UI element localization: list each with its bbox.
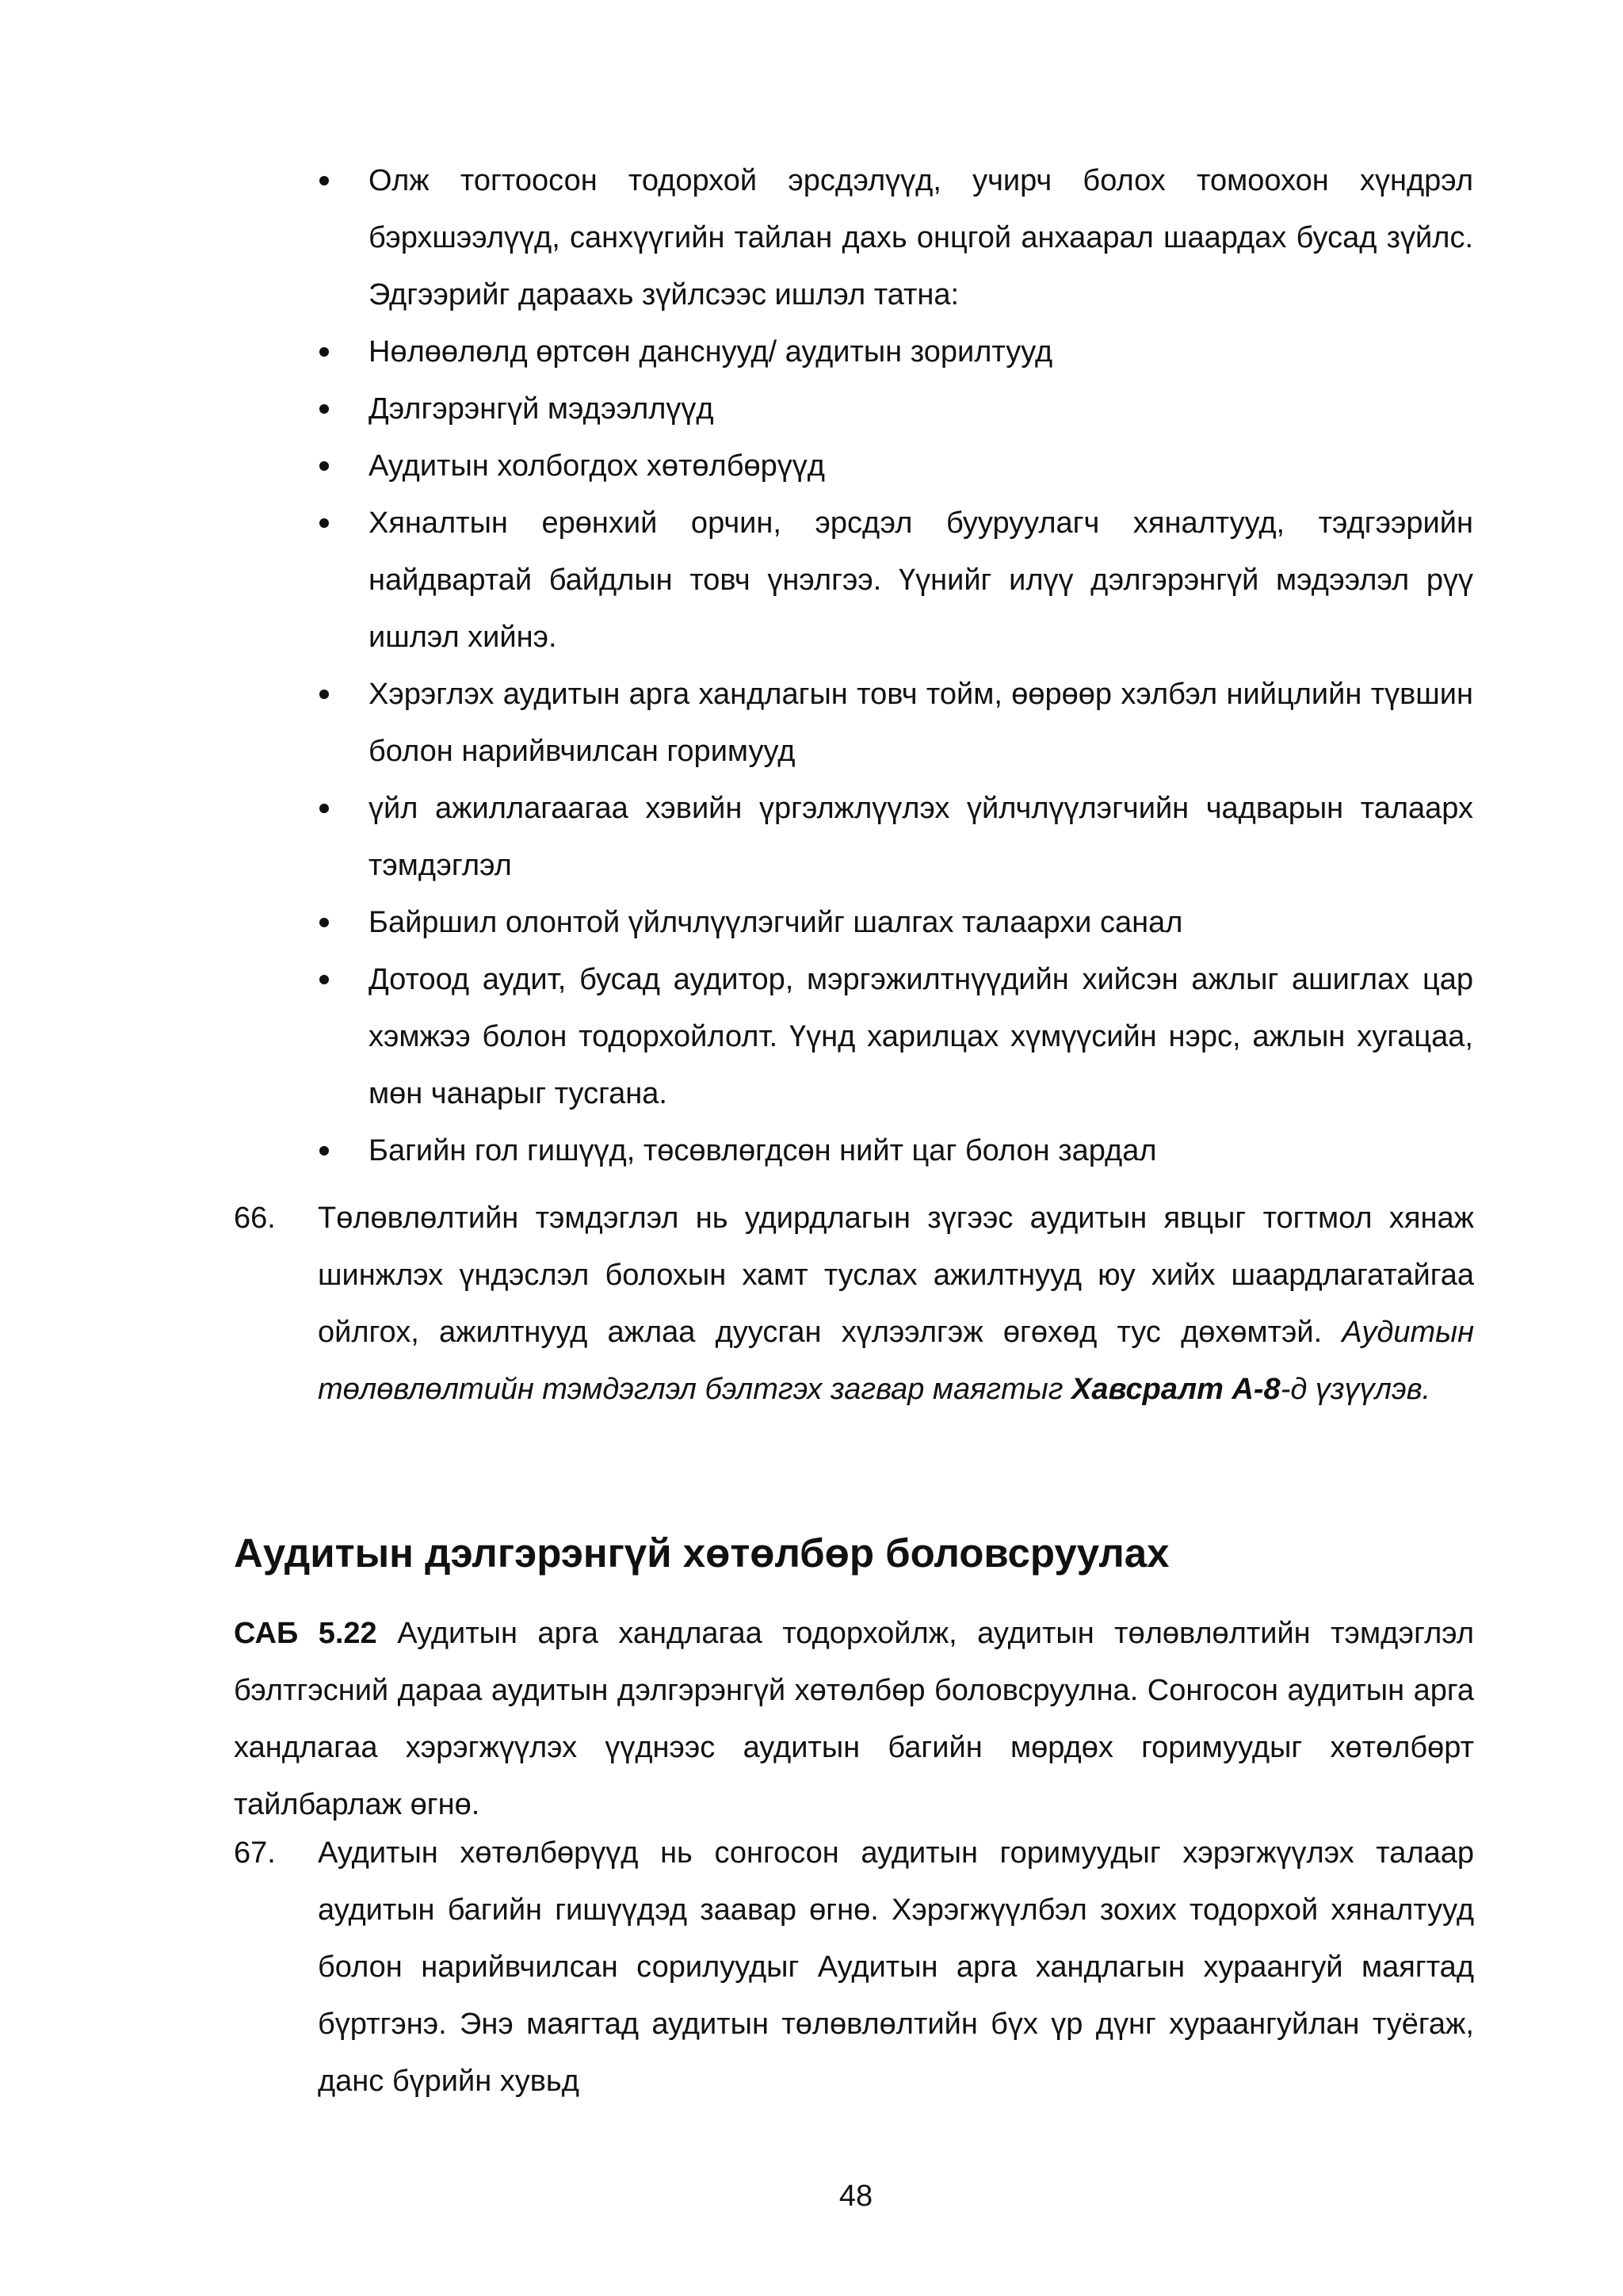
page-number: 48 [838,2179,873,2213]
bullet-icon [319,404,329,414]
bullet-icon [319,918,329,927]
bullet-icon [319,347,329,357]
list-item-text: Хэрэглэх аудитын арга хандлагын товч тойм, өөрөөр хэлбэл нийцлийн түвшин болон нарийвчилсан горимууд [369,678,1473,768]
list-item [319,437,1473,495]
paragraph-number: 67. [234,1836,276,1870]
list-item-text: Аудитын холбогдох хөтөлбөрүүд [369,449,825,483]
list-item [319,894,1473,951]
paragraph-66 [234,1190,1474,1418]
bullet-icon [319,518,329,528]
bullet-list [319,152,1473,1179]
paragraph-text: Төлөвлөлтийн тэмдэглэл нь удирдлагын зүгээс аудитын явцыг тогтмол хянаж шинжлэх үндэслэл болохын хамт туслах ажилтнууд юу хийх шаардлагатайгаа ойлгох, ажилтнууд ажлаа дуусган хүлээлгэж өгөхөд тус дөхөмтэй. [318,1201,1474,1349]
list-item [319,495,1473,666]
list-item-text: Байршил олонтой үйлчлүүлэгчийг шалгах талаархи санал [369,906,1183,939]
bullet-icon [319,690,329,699]
list-item-text: Хяналтын ерөнхий орчин, эрсдэл бууруулагч хяналтууд, тэдгээрийн найдвартай байдлын товч үнэлгээ. Үүнийг илүү дэлгэрэнгүй мэдээлэл рүү ишлэл хийнэ. [369,506,1473,654]
paragraph-text: Аудитын хөтөлбөрүүд нь сонгосон аудитын горимуудыг хэрэгжүүлэх талаар аудитын багийн гишүүдэд заавар өгнө. Хэрэгжүүлбэл зохих тодорхой хяналтууд болон нарийвчилсан сорилуудыг Аудитын арга хандлагын хураангуй маягтад бүртгэнэ. Энэ маягтад аудитын төлөвлөлтийн бүх үр дүнг хураангуйлан туёгаж, данс бүрийн хувьд [318,1836,1474,2098]
standard-paragraph [234,1605,1474,1833]
bullet-icon [319,461,329,471]
list-item [319,323,1473,380]
list-item-text: Нөлөөлөлд өртсөн данснууд/ аудитын зорилтууд [369,335,1053,369]
list-item-text: үйл ажиллагаагаа хэвийн үргэлжлүүлэх үйлчлүүлэгчийн чадварын талаарх тэмдэглэл [369,792,1473,882]
list-item-text: Дотоод аудит, бусад аудитор, мэргэжилтнүүдийн хийсэн ажлыг ашиглах цар хэмжээ болон тодорхойлолт. Үүнд харилцах хүмүүсийн нэрс, ажлын хугацаа, мөн чанарыг тусгана. [369,963,1473,1110]
standard-label: САБ 5.22 [234,1617,377,1650]
paragraph-italic-tail: -д үзүүлэв. [1280,1373,1431,1406]
bullet-icon [319,975,329,984]
list-item [319,1122,1473,1179]
paragraph-number: 66. [234,1201,276,1235]
list-item [319,152,1473,323]
paragraph-italic-text: Аудитын төлөвлөлтийн тэмдэглэл бэлтгэх загвар маягтыг [318,1316,1474,1406]
list-item [319,380,1473,437]
bullet-icon [319,804,329,813]
list-item-text: Дэлгэрэнгүй мэдээллүүд [369,392,714,426]
list-item-text: Олж тогтоосон тодорхой эрсдэлүүд, учирч болох томоохон хүндрэл бэрхшээлүүд, санхүүгийн тайлан дахь онцгой анхаарал шаардах бусад зүйлс. Эдгээрийг дараахь зүйлсээс ишлэл татна: [369,164,1473,311]
bullet-icon [319,1146,329,1156]
bullet-icon [319,176,329,185]
list-item-text: Багийн гол гишүүд, төсөвлөгдсөн нийт цаг болон зардал [369,1134,1157,1167]
list-item [319,951,1473,1122]
section-heading: Аудитын дэлгэрэнгүй хөтөлбөр боловсруулах [234,1530,1170,1576]
paragraph-67 [234,1824,1474,2110]
appendix-reference: Хавсралт А-8 [1071,1373,1281,1406]
list-item [319,780,1473,894]
list-item [319,666,1473,780]
standard-text: Аудитын арга хандлагаа тодорхойлж, аудитын төлөвлөлтийн тэмдэглэл бэлтгэсний дараа аудитын дэлгэрэнгүй хөтөлбөр боловсруулна. Сонгосон аудитын арга хандлагаа хэрэгжүүлэх үүднээс аудитын багийн мөрдөх горимуудыг хөтөлбөрт тайлбарлаж өгнө. [234,1617,1474,1821]
